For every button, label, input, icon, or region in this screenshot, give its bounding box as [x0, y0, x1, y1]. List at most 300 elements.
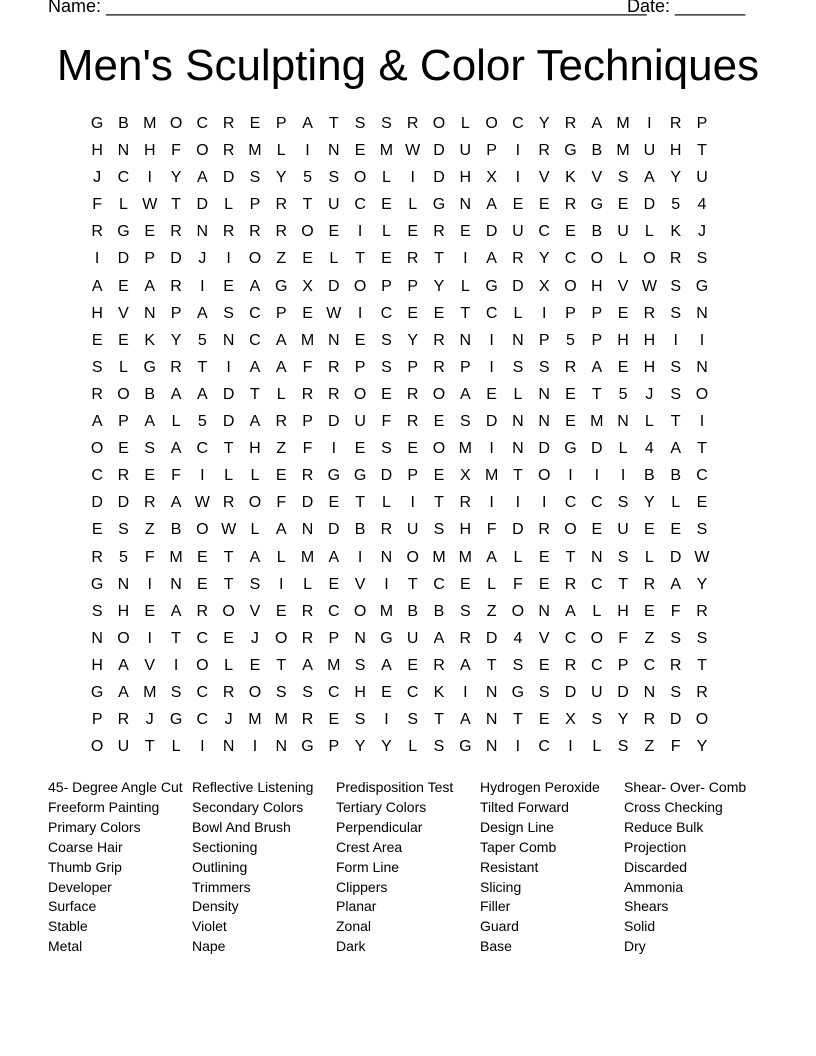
grid-letter[interactable]: O: [406, 548, 419, 566]
grid-letter[interactable]: J: [198, 250, 207, 268]
grid-letter[interactable]: N: [328, 142, 340, 160]
grid-letter[interactable]: R: [328, 385, 340, 403]
grid-letter[interactable]: L: [118, 196, 128, 214]
grid-letter[interactable]: E: [302, 304, 313, 322]
grid-letter[interactable]: D: [669, 548, 682, 566]
grid-letter[interactable]: O: [353, 277, 367, 295]
grid-letter[interactable]: N: [485, 711, 498, 729]
grid-letter[interactable]: Y: [433, 277, 445, 295]
grid-letter[interactable]: S: [354, 656, 366, 674]
grid-letter[interactable]: I: [357, 548, 363, 566]
grid-letter[interactable]: C: [591, 656, 603, 674]
grid-letter[interactable]: D: [117, 250, 130, 268]
grid-letter[interactable]: P: [91, 711, 103, 729]
grid-letter[interactable]: Y: [170, 169, 182, 187]
grid-letter[interactable]: C: [196, 683, 209, 701]
grid-letter[interactable]: O: [248, 494, 262, 512]
grid-letter[interactable]: R: [275, 413, 287, 431]
grid-letter[interactable]: A: [197, 385, 208, 403]
grid-letter[interactable]: I: [410, 494, 415, 512]
grid-letter[interactable]: E: [696, 494, 708, 512]
grid-letter[interactable]: W: [326, 304, 342, 322]
grid-letter[interactable]: F: [302, 440, 313, 458]
grid-letter[interactable]: J: [224, 711, 233, 729]
grid-letter[interactable]: O: [432, 440, 446, 458]
name-field[interactable]: Name: ______________________________________________________: [48, 0, 647, 16]
grid-letter[interactable]: R: [301, 467, 314, 485]
grid-letter[interactable]: T: [197, 358, 208, 376]
grid-letter[interactable]: N: [485, 683, 498, 701]
grid-letter[interactable]: S: [591, 711, 603, 729]
grid-letter[interactable]: J: [645, 385, 654, 403]
grid-letter[interactable]: R: [143, 494, 156, 512]
grid-letter[interactable]: I: [463, 683, 468, 701]
grid-letter[interactable]: L: [224, 467, 234, 485]
grid-letter[interactable]: L: [276, 385, 286, 403]
grid-letter[interactable]: H: [91, 304, 103, 322]
grid-letter[interactable]: I: [384, 711, 389, 729]
grid-letter[interactable]: R: [538, 521, 550, 539]
grid-letter[interactable]: E: [433, 413, 445, 431]
grid-letter[interactable]: R: [459, 494, 472, 512]
grid-letter[interactable]: A: [197, 304, 208, 322]
grid-letter[interactable]: N: [380, 548, 393, 566]
grid-letter[interactable]: E: [538, 711, 550, 729]
grid-letter[interactable]: L: [224, 196, 234, 214]
grid-letter[interactable]: D: [222, 169, 235, 187]
grid-letter[interactable]: E: [565, 223, 576, 241]
grid-letter[interactable]: N: [275, 738, 287, 756]
grid-letter[interactable]: P: [275, 115, 287, 132]
grid-letter[interactable]: A: [459, 385, 471, 403]
grid-letter[interactable]: O: [196, 521, 209, 539]
grid-letter[interactable]: G: [275, 277, 288, 295]
grid-letter[interactable]: G: [117, 223, 130, 241]
grid-letter[interactable]: G: [90, 683, 104, 701]
grid-letter[interactable]: M: [379, 142, 394, 160]
grid-letter[interactable]: I: [568, 467, 573, 485]
grid-letter[interactable]: C: [91, 467, 103, 485]
grid-letter[interactable]: E: [354, 440, 366, 458]
grid-letter[interactable]: D: [328, 521, 340, 539]
grid-letter[interactable]: R: [669, 115, 682, 132]
grid-letter[interactable]: S: [144, 440, 156, 458]
grid-letter[interactable]: R: [170, 277, 182, 295]
grid-letter[interactable]: H: [617, 602, 629, 620]
grid-letter[interactable]: P: [538, 331, 550, 349]
grid-letter[interactable]: T: [223, 575, 234, 593]
grid-letter[interactable]: R: [512, 250, 524, 268]
grid-letter[interactable]: N: [196, 223, 209, 241]
grid-letter[interactable]: L: [303, 575, 312, 593]
grid-letter[interactable]: I: [331, 440, 337, 458]
grid-letter[interactable]: X: [565, 711, 576, 729]
grid-letter[interactable]: R: [170, 358, 182, 376]
grid-letter[interactable]: A: [144, 413, 156, 431]
grid-letter[interactable]: I: [357, 223, 363, 241]
grid-letter[interactable]: Y: [354, 738, 366, 756]
grid-letter[interactable]: U: [117, 738, 130, 756]
grid-letter[interactable]: F: [276, 494, 287, 512]
grid-letter[interactable]: I: [515, 142, 521, 160]
grid-letter[interactable]: G: [169, 711, 183, 729]
grid-letter[interactable]: X: [486, 169, 497, 187]
grid-letter[interactable]: S: [459, 602, 471, 620]
grid-letter[interactable]: H: [643, 358, 656, 376]
grid-letter[interactable]: S: [696, 521, 708, 539]
grid-letter[interactable]: A: [91, 277, 103, 295]
grid-letter[interactable]: A: [670, 575, 682, 593]
grid-letter[interactable]: A: [170, 385, 182, 403]
grid-letter[interactable]: H: [249, 440, 261, 458]
grid-letter[interactable]: F: [302, 358, 313, 376]
grid-letter[interactable]: G: [327, 467, 341, 485]
grid-letter[interactable]: A: [328, 548, 340, 566]
grid-letter[interactable]: O: [643, 250, 656, 268]
grid-letter[interactable]: M: [300, 331, 315, 349]
grid-letter[interactable]: D: [433, 142, 445, 160]
grid-letter[interactable]: R: [564, 575, 577, 593]
grid-letter[interactable]: Z: [276, 250, 287, 268]
grid-letter[interactable]: S: [91, 602, 103, 620]
grid-letter[interactable]: D: [512, 521, 524, 539]
grid-letter[interactable]: I: [489, 331, 494, 349]
grid-letter[interactable]: D: [617, 683, 629, 701]
grid-letter[interactable]: T: [697, 440, 707, 458]
grid-letter[interactable]: S: [459, 413, 471, 431]
grid-letter[interactable]: A: [644, 169, 655, 187]
grid-letter[interactable]: L: [592, 602, 602, 620]
grid-letter[interactable]: Y: [538, 250, 550, 268]
grid-letter[interactable]: S: [328, 169, 340, 187]
grid-letter[interactable]: V: [354, 575, 366, 593]
grid-letter[interactable]: R: [117, 711, 130, 729]
grid-letter[interactable]: I: [94, 250, 100, 268]
grid-letter[interactable]: O: [301, 223, 314, 241]
grid-letter[interactable]: E: [538, 548, 550, 566]
grid-letter[interactable]: R: [669, 656, 682, 674]
grid-letter[interactable]: E: [144, 602, 156, 620]
grid-letter[interactable]: S: [249, 169, 261, 187]
grid-letter[interactable]: A: [170, 440, 182, 458]
grid-letter[interactable]: S: [512, 656, 524, 674]
grid-letter[interactable]: E: [459, 223, 471, 241]
grid-letter[interactable]: E: [381, 683, 392, 701]
grid-letter[interactable]: G: [432, 196, 446, 214]
grid-letter[interactable]: 5: [303, 169, 312, 187]
grid-letter[interactable]: H: [459, 169, 472, 187]
grid-letter[interactable]: C: [196, 711, 209, 729]
grid-letter[interactable]: E: [433, 304, 445, 322]
grid-letter[interactable]: Y: [696, 575, 708, 593]
grid-letter[interactable]: G: [353, 467, 367, 485]
grid-letter[interactable]: R: [301, 385, 314, 403]
grid-letter[interactable]: V: [538, 169, 550, 187]
grid-letter[interactable]: B: [118, 115, 129, 132]
grid-letter[interactable]: 4: [513, 629, 523, 647]
grid-letter[interactable]: E: [328, 711, 340, 729]
grid-letter[interactable]: P: [170, 304, 182, 322]
grid-letter[interactable]: E: [644, 602, 655, 620]
grid-letter[interactable]: I: [673, 331, 678, 349]
grid-letter[interactable]: E: [433, 467, 445, 485]
grid-letter[interactable]: S: [433, 521, 445, 539]
grid-letter[interactable]: X: [459, 467, 471, 485]
grid-letter[interactable]: B: [407, 602, 419, 620]
grid-letter[interactable]: U: [459, 142, 472, 160]
grid-letter[interactable]: S: [696, 250, 708, 268]
grid-letter[interactable]: U: [696, 169, 708, 187]
grid-letter[interactable]: R: [328, 358, 340, 376]
grid-letter[interactable]: R: [433, 358, 445, 376]
grid-letter[interactable]: E: [644, 521, 655, 539]
grid-letter[interactable]: I: [463, 250, 468, 268]
grid-letter[interactable]: O: [353, 602, 367, 620]
grid-letter[interactable]: L: [408, 196, 418, 214]
grid-letter[interactable]: T: [565, 548, 576, 566]
grid-letter[interactable]: I: [305, 142, 310, 160]
grid-letter[interactable]: S: [617, 494, 629, 512]
grid-letter[interactable]: I: [594, 467, 600, 485]
grid-letter[interactable]: P: [407, 277, 419, 295]
grid-letter[interactable]: M: [143, 683, 157, 701]
grid-letter[interactable]: Y: [381, 738, 392, 756]
grid-letter[interactable]: P: [118, 413, 129, 431]
grid-letter[interactable]: L: [460, 277, 470, 295]
grid-letter[interactable]: O: [275, 629, 288, 647]
grid-letter[interactable]: F: [670, 602, 681, 620]
grid-letter[interactable]: T: [697, 142, 707, 160]
grid-letter[interactable]: E: [354, 142, 366, 160]
grid-letter[interactable]: V: [538, 629, 550, 647]
grid-letter[interactable]: E: [118, 277, 129, 295]
grid-letter[interactable]: O: [196, 142, 209, 160]
grid-letter[interactable]: H: [459, 521, 472, 539]
grid-letter[interactable]: K: [565, 169, 576, 187]
grid-letter[interactable]: M: [379, 602, 394, 620]
grid-letter[interactable]: I: [515, 738, 521, 756]
grid-letter[interactable]: S: [381, 440, 392, 458]
grid-letter[interactable]: U: [643, 142, 656, 160]
grid-letter[interactable]: J: [697, 223, 706, 241]
grid-letter[interactable]: R: [275, 223, 287, 241]
grid-letter[interactable]: B: [354, 521, 366, 539]
grid-letter[interactable]: L: [276, 142, 286, 160]
grid-letter[interactable]: I: [252, 738, 258, 756]
grid-letter[interactable]: P: [354, 358, 366, 376]
grid-letter[interactable]: L: [644, 413, 654, 431]
grid-letter[interactable]: Z: [644, 629, 655, 647]
grid-letter[interactable]: T: [276, 656, 287, 674]
grid-letter[interactable]: D: [328, 413, 340, 431]
grid-letter[interactable]: T: [223, 548, 234, 566]
grid-letter[interactable]: E: [538, 656, 550, 674]
grid-letter[interactable]: G: [590, 196, 604, 214]
grid-letter[interactable]: M: [327, 656, 341, 674]
grid-letter[interactable]: E: [486, 385, 497, 403]
grid-letter[interactable]: P: [486, 142, 497, 160]
grid-letter[interactable]: U: [617, 521, 629, 539]
grid-letter[interactable]: E: [328, 494, 340, 512]
grid-letter[interactable]: R: [222, 494, 235, 512]
grid-letter[interactable]: Z: [276, 440, 287, 458]
grid-letter[interactable]: C: [512, 115, 524, 132]
grid-letter[interactable]: T: [355, 250, 365, 268]
grid-letter[interactable]: U: [512, 223, 524, 241]
grid-letter[interactable]: S: [170, 683, 182, 701]
grid-letter[interactable]: M: [248, 711, 262, 729]
grid-letter[interactable]: F: [171, 467, 181, 485]
grid-letter[interactable]: I: [226, 358, 231, 376]
grid-letter[interactable]: R: [380, 521, 393, 539]
grid-letter[interactable]: C: [591, 575, 603, 593]
grid-letter[interactable]: H: [143, 142, 156, 160]
grid-letter[interactable]: N: [512, 413, 524, 431]
grid-letter[interactable]: O: [353, 385, 367, 403]
grid-letter[interactable]: G: [143, 358, 156, 376]
grid-letter[interactable]: E: [197, 548, 208, 566]
grid-letter[interactable]: L: [487, 575, 497, 593]
grid-letter[interactable]: I: [147, 575, 152, 593]
grid-letter[interactable]: M: [616, 142, 630, 160]
grid-letter[interactable]: H: [117, 602, 130, 620]
grid-letter[interactable]: A: [249, 413, 261, 431]
grid-letter[interactable]: I: [699, 331, 705, 349]
grid-letter[interactable]: R: [564, 656, 577, 674]
grid-letter[interactable]: O: [90, 738, 104, 756]
grid-letter[interactable]: V: [144, 656, 156, 674]
grid-letter[interactable]: D: [643, 196, 656, 214]
grid-letter[interactable]: E: [591, 521, 603, 539]
grid-letter[interactable]: A: [249, 548, 261, 566]
grid-letter[interactable]: T: [618, 575, 628, 593]
grid-letter[interactable]: Z: [486, 602, 497, 620]
grid-letter[interactable]: C: [643, 656, 656, 674]
grid-letter[interactable]: I: [226, 250, 231, 268]
grid-letter[interactable]: C: [328, 683, 340, 701]
grid-letter[interactable]: I: [200, 467, 205, 485]
grid-letter[interactable]: T: [697, 656, 707, 674]
grid-letter[interactable]: S: [381, 358, 392, 376]
grid-letter[interactable]: C: [564, 629, 577, 647]
grid-letter[interactable]: N: [328, 331, 340, 349]
grid-letter[interactable]: I: [173, 656, 179, 674]
grid-letter[interactable]: O: [117, 385, 130, 403]
grid-letter[interactable]: U: [617, 223, 629, 241]
grid-letter[interactable]: S: [670, 277, 682, 295]
grid-letter[interactable]: E: [512, 196, 524, 214]
grid-letter[interactable]: R: [222, 142, 235, 160]
grid-letter[interactable]: B: [144, 385, 156, 403]
grid-letter[interactable]: S: [617, 548, 629, 566]
grid-letter[interactable]: N: [354, 629, 366, 647]
grid-letter[interactable]: R: [696, 683, 708, 701]
grid-letter[interactable]: W: [221, 521, 237, 539]
grid-letter[interactable]: P: [696, 115, 708, 132]
grid-letter[interactable]: A: [381, 656, 392, 674]
grid-letter[interactable]: T: [250, 385, 260, 403]
grid-letter[interactable]: P: [144, 250, 156, 268]
grid-letter[interactable]: R: [117, 467, 130, 485]
grid-letter[interactable]: M: [484, 467, 499, 485]
grid-letter[interactable]: T: [591, 385, 602, 403]
grid-letter[interactable]: S: [670, 629, 682, 647]
grid-letter[interactable]: 5: [197, 413, 207, 431]
grid-letter[interactable]: A: [433, 629, 445, 647]
grid-letter[interactable]: N: [301, 521, 314, 539]
grid-letter[interactable]: T: [328, 115, 339, 132]
grid-letter[interactable]: R: [406, 115, 419, 132]
grid-letter[interactable]: B: [591, 223, 603, 241]
grid-letter[interactable]: S: [354, 115, 366, 132]
grid-letter[interactable]: 5: [566, 331, 575, 349]
grid-letter[interactable]: R: [643, 575, 656, 593]
grid-letter[interactable]: S: [223, 304, 234, 322]
grid-letter[interactable]: F: [486, 521, 497, 539]
grid-letter[interactable]: A: [170, 494, 182, 512]
grid-letter[interactable]: C: [591, 494, 603, 512]
grid-letter[interactable]: P: [565, 304, 576, 322]
grid-letter[interactable]: L: [250, 467, 260, 485]
grid-letter[interactable]: R: [301, 629, 314, 647]
grid-letter[interactable]: G: [511, 683, 525, 701]
grid-letter[interactable]: 5: [118, 548, 128, 566]
grid-letter[interactable]: A: [91, 413, 103, 431]
grid-letter[interactable]: D: [222, 413, 235, 431]
grid-letter[interactable]: Y: [696, 738, 708, 756]
grid-letter[interactable]: S: [617, 169, 629, 187]
grid-letter[interactable]: C: [117, 169, 130, 187]
grid-letter[interactable]: P: [328, 738, 340, 756]
grid-letter[interactable]: L: [118, 358, 128, 376]
grid-letter[interactable]: L: [329, 250, 339, 268]
grid-letter[interactable]: S: [354, 711, 366, 729]
grid-letter[interactable]: C: [196, 115, 209, 132]
grid-letter[interactable]: R: [91, 223, 103, 241]
grid-letter[interactable]: S: [433, 738, 445, 756]
grid-letter[interactable]: S: [381, 115, 392, 132]
grid-letter[interactable]: R: [564, 196, 577, 214]
grid-letter[interactable]: I: [200, 738, 205, 756]
grid-letter[interactable]: S: [670, 683, 682, 701]
grid-letter[interactable]: G: [301, 738, 314, 756]
grid-letter[interactable]: R: [301, 711, 314, 729]
grid-letter[interactable]: L: [644, 548, 654, 566]
grid-letter[interactable]: K: [144, 331, 156, 349]
grid-letter[interactable]: E: [118, 440, 129, 458]
grid-letter[interactable]: U: [328, 196, 340, 214]
grid-letter[interactable]: R: [222, 223, 235, 241]
grid-letter[interactable]: G: [459, 738, 472, 756]
grid-letter[interactable]: D: [91, 494, 103, 512]
grid-letter[interactable]: D: [538, 440, 550, 458]
grid-letter[interactable]: R: [170, 223, 182, 241]
grid-letter[interactable]: T: [434, 250, 444, 268]
grid-letter[interactable]: I: [515, 169, 521, 187]
grid-letter[interactable]: A: [302, 115, 313, 132]
grid-letter[interactable]: S: [617, 738, 629, 756]
grid-letter[interactable]: M: [274, 711, 288, 729]
grid-letter[interactable]: I: [489, 494, 494, 512]
grid-letter[interactable]: F: [381, 413, 392, 431]
grid-letter[interactable]: D: [196, 196, 209, 214]
grid-letter[interactable]: U: [406, 521, 419, 539]
grid-letter[interactable]: Z: [644, 738, 655, 756]
grid-letter[interactable]: E: [617, 196, 629, 214]
grid-letter[interactable]: J: [145, 711, 154, 729]
grid-letter[interactable]: G: [695, 277, 709, 295]
grid-letter[interactable]: N: [143, 304, 156, 322]
